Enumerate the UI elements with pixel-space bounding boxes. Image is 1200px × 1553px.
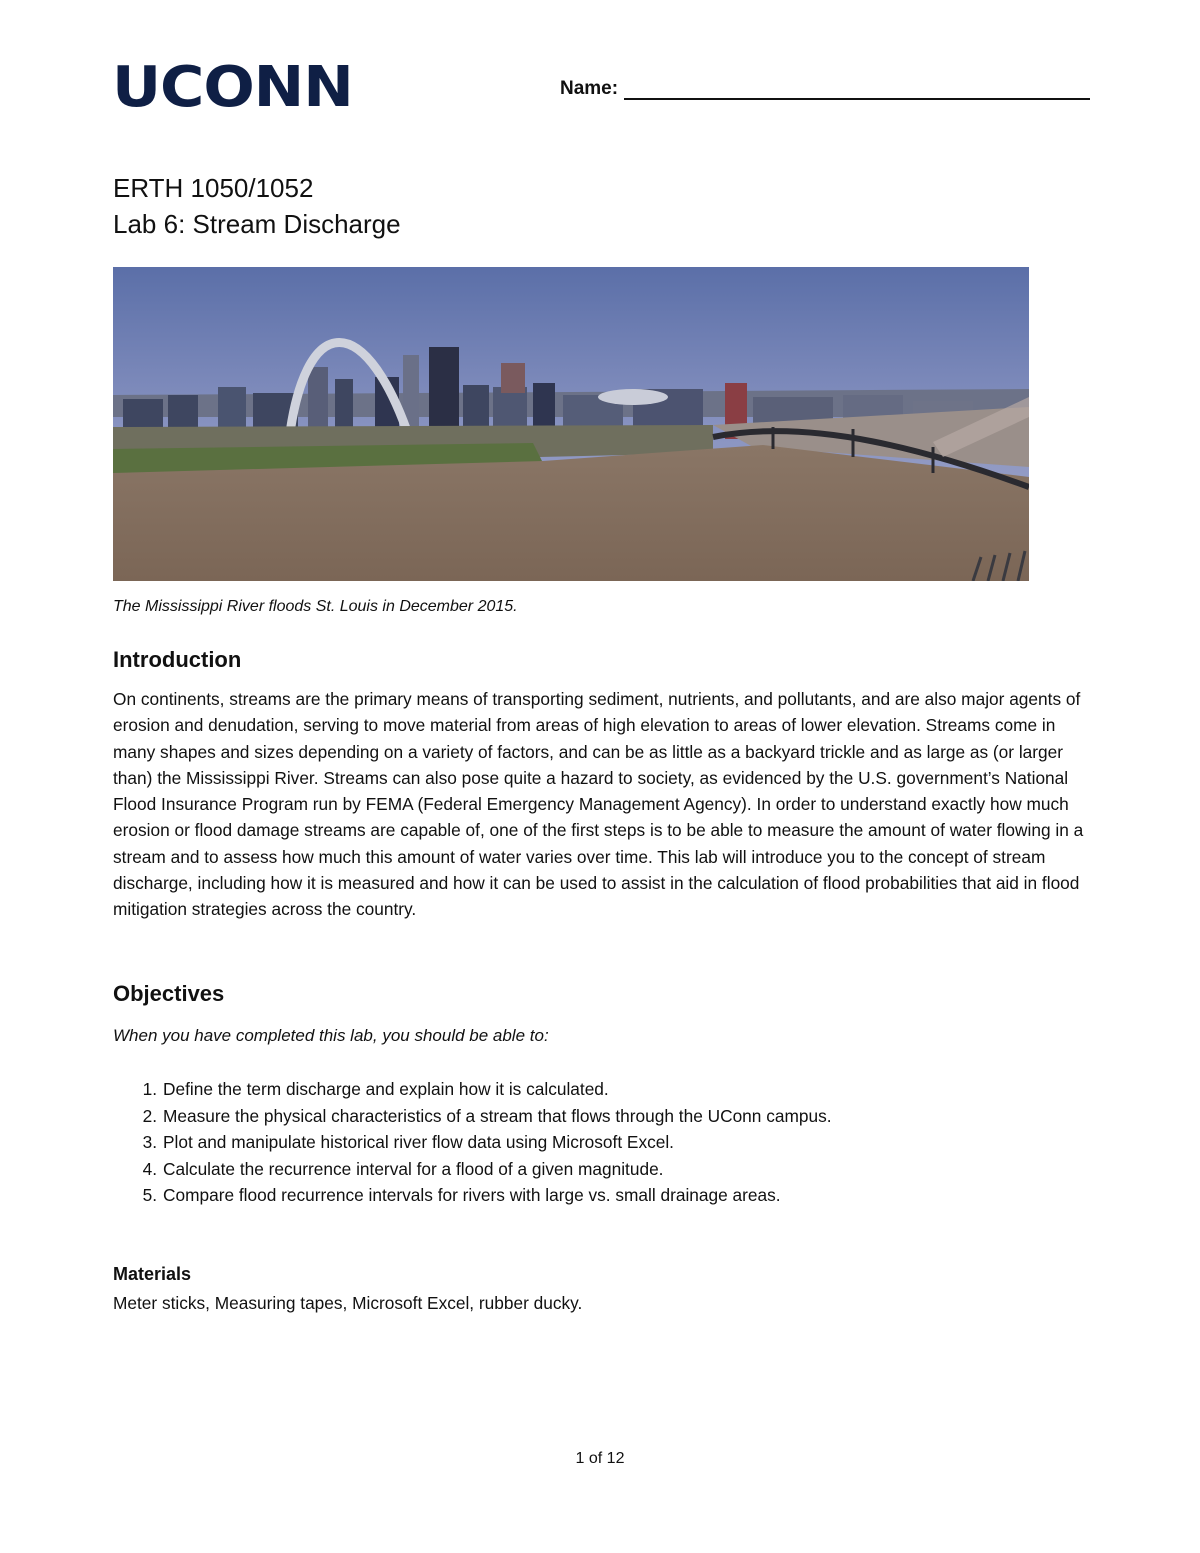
- list-item-text: Plot and manipulate historical river flow data using Microsoft Excel.: [163, 1132, 674, 1152]
- list-item-number: 4.: [142, 1158, 157, 1179]
- uconn-logo: UCONN: [112, 55, 353, 120]
- list-item: [113, 1103, 832, 1130]
- list-item-text: Calculate the recurrence interval for a flood of a given magnitude.: [163, 1158, 664, 1179]
- list-item: [113, 1076, 832, 1103]
- materials-text: Meter sticks, Measuring tapes, Microsoft Excel, rubber ducky.: [113, 1293, 583, 1313]
- materials-heading: Materials: [113, 1264, 192, 1284]
- name-field-row: [560, 74, 1090, 100]
- list-item-text: Define the term discharge and explain how it is calculated.: [163, 1079, 609, 1099]
- course-code: ERTH 1050/1052: [113, 173, 314, 203]
- objectives-lead: When you have completed this lab, you should be able to:: [113, 1026, 549, 1045]
- list-item-number: 1.: [142, 1079, 157, 1099]
- list-item-text: Compare flood recurrence intervals for rivers with large vs. small drainage areas.: [163, 1185, 781, 1205]
- list-item: [113, 1129, 832, 1156]
- introduction-heading: Introduction: [113, 647, 242, 672]
- lab-title: Lab 6: Stream Discharge: [113, 209, 401, 239]
- photo-caption: The Mississippi River floods St. Louis in December 2015.: [113, 598, 518, 615]
- list-item-text: Measure the physical characteristics of a stream that flows through the UConn campus.: [163, 1105, 832, 1126]
- introduction-body: On continents, streams are the primary means of transporting sediment, nutrients, and pollutants, and are also major agents of erosion and denudation, serving to move material from areas of high elevation to areas of lower elevation. Streams come in many shapes and sizes depending on a variety of factors, and can be as little as a backyard trickle and as large as (or larger than) the Mississippi River. Streams can also pose quite a hazard to society, as evidenced by the U.S. government’s National Flood Insurance Program run by FEMA (Federal Emergency Management Agency). In order to understand exactly how much erosion or flood damage streams are capable of, one of the first steps is to be able to measure the amount of water flowing in a stream and to assess how much this amount of water varies over time. This lab will introduce you to the concept of stream discharge, including how it is measured and how it can be used to assist in the calculation of flood probabilities that aid in flood mitigation strategies across the country.: [113, 689, 1084, 920]
- list-item: [113, 1182, 832, 1209]
- name-label: Name:: [560, 78, 619, 99]
- river-flood-photo: [113, 267, 1029, 581]
- page-title: [113, 170, 401, 242]
- page-number: 1 of 12: [575, 1450, 625, 1467]
- objectives-list: [113, 1076, 832, 1209]
- list-item-number: 2.: [142, 1105, 157, 1126]
- list-item-number: 3.: [142, 1132, 157, 1152]
- list-item-number: 5.: [142, 1185, 157, 1205]
- name-blank-line[interactable]: [624, 78, 1090, 100]
- list-item: [113, 1156, 832, 1183]
- objectives-heading: Objectives: [113, 981, 225, 1006]
